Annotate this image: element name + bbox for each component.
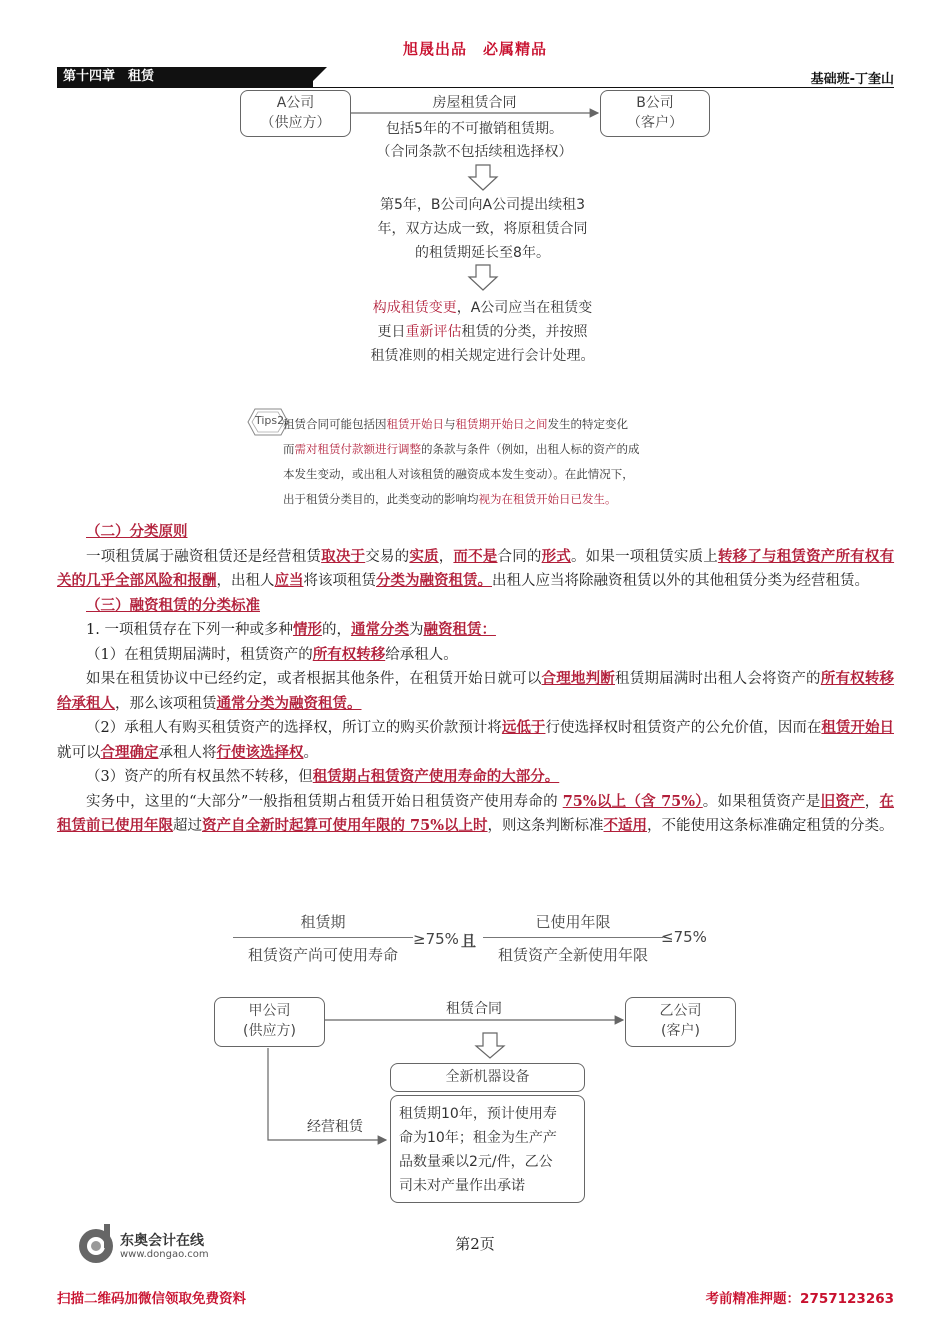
criteria-intro: 1. 一项租赁存在下列一种或多种情形的，通常分类为融资租赁： xyxy=(86,621,496,638)
formula-den-2: 租赁资产全新使用年限 xyxy=(497,946,648,964)
formula-den-1: 租赁资产尚可使用寿命 xyxy=(247,946,398,964)
criterion-3: （3）资产的所有权虽然不转移，但租赁期占租赁资产使用寿命的大部分。 xyxy=(86,768,560,785)
contact-note: 考前精准押题：2757123263 xyxy=(705,1291,894,1307)
logo-url: www.dongao.com xyxy=(120,1249,209,1260)
modification-step: 构成租赁变更，A公司应当在租赁变 更日重新评估租赁的分类，并按照 租赁准则的相关规定进行会计处理。 xyxy=(370,300,595,364)
down-arrow-3 xyxy=(476,1033,504,1058)
lease-contract-label: 房屋租赁合同 xyxy=(432,95,517,111)
down-arrow-2 xyxy=(469,265,497,290)
page-number: 第2页 xyxy=(455,1235,495,1253)
operating-lease-label: 经营租赁 xyxy=(307,1119,363,1135)
criterion-2: （2）承租人有购买租赁资产的选择权，所订立的购买价款预计将远低于行使选择权时租赁资产的公允价值，因而在租赁开始日就可以合理确定承租人将行使该选择权。 xyxy=(57,719,894,761)
lease-contract-label-2: 租赁合同 xyxy=(446,1001,502,1017)
renewal-option-desc: （合同条款不包括续租选择权） xyxy=(376,144,573,160)
fraction-line-2 xyxy=(483,937,663,938)
criterion-1: （1）在租赁期届满时，租赁资产的所有权转移给承租人。 xyxy=(86,645,458,663)
company-a-box: A公司 （供应方） xyxy=(240,90,351,137)
company-jia-box: 甲公司 (供应方) xyxy=(214,997,325,1047)
chapter-header: 第十四章 租赁 xyxy=(57,67,313,87)
company-b-box: B公司 （客户） xyxy=(600,90,710,137)
principle-paragraph: 一项租赁属于融资租赁还是经营租赁取决于交易的实质，而不是合同的形式。如果一项租赁实质上转移了与租赁资产所有权有关的几乎全部风险和报酬，出租人应当将该项租赁分类为融资租赁。出租人应当将除融资租赁以外的其他租赁分类为经营租赁。 xyxy=(57,547,895,589)
equipment-box: 全新机器设备 xyxy=(390,1063,585,1092)
lease-term-desc: 包括5年的不可撤销租赁期。 xyxy=(386,121,563,137)
down-arrow-1 xyxy=(469,165,497,190)
company-yi-box: 乙公司 (客户) xyxy=(625,997,736,1047)
qr-note: 扫描二维码加微信领取免费资料 xyxy=(57,1291,246,1307)
formula-num-1: 租赁期 xyxy=(300,913,346,931)
classification-formula xyxy=(233,911,738,971)
criterion-3-detail: 实务中，这里的“大部分”一般指租赁期占租赁开始日租赁资产使用寿命的 75%以上（含 75%）。如果租赁资产是旧资产，在租赁前已使用年限超过资产自全新时起算可使用年限的 75%以上时，则这条判断标准不适用，不能使用这条标准确定租赁的分类。 xyxy=(57,792,895,834)
section-title-3: （三）融资租赁的分类标准 xyxy=(86,597,260,614)
course-author: 基础班-丁奎山 xyxy=(810,72,894,87)
formula-num-2: 已使用年限 xyxy=(535,913,611,931)
section-title-2: （二）分类原则 xyxy=(86,524,188,540)
top-banner: 旭晟出品 必属精品 xyxy=(402,40,547,58)
formula-op-2: ≤75% xyxy=(661,928,707,946)
tips-text: 租赁合同可能包括因租赁开始日与租赁期开始日之间发生的特定变化 而需对租赁付款额进行调整的条款与条件（例如，出租人标的资产的成 本发生变动，或出租人对该租赁的融资成本发生变动）。在此情况下， 出于租赁分类目的，此类变动的影响均视为在租赁开始日已发生。 xyxy=(283,417,640,506)
logo-text: 东奥会计在线 xyxy=(120,1233,204,1249)
extension-step: 第5年，B公司向A公司提出续租3 年，双方达成一致，将原租赁合同 的租赁期延长至8年。 xyxy=(377,197,588,261)
lease-detail-box: 租赁期10年，预计使用寿 命为10年；租金为生产产 品数量乘以2元/件，乙公 司未对产量作出承诺 xyxy=(390,1095,585,1203)
fraction-line-1 xyxy=(233,937,413,938)
formula-op-1: ≥75% xyxy=(413,930,459,948)
formula-and: 且 xyxy=(461,932,477,950)
tips-badge: Tips2 xyxy=(255,414,285,427)
criterion-1-detail: 如果在租赁协议中已经约定，或者根据其他条件，在租赁开始日就可以合理地判断租赁期届满时出租人会将资产的所有权转移给承租人，那么该项租赁通常分类为融资租赁。 xyxy=(57,670,895,712)
section-classification-principle xyxy=(57,520,894,839)
